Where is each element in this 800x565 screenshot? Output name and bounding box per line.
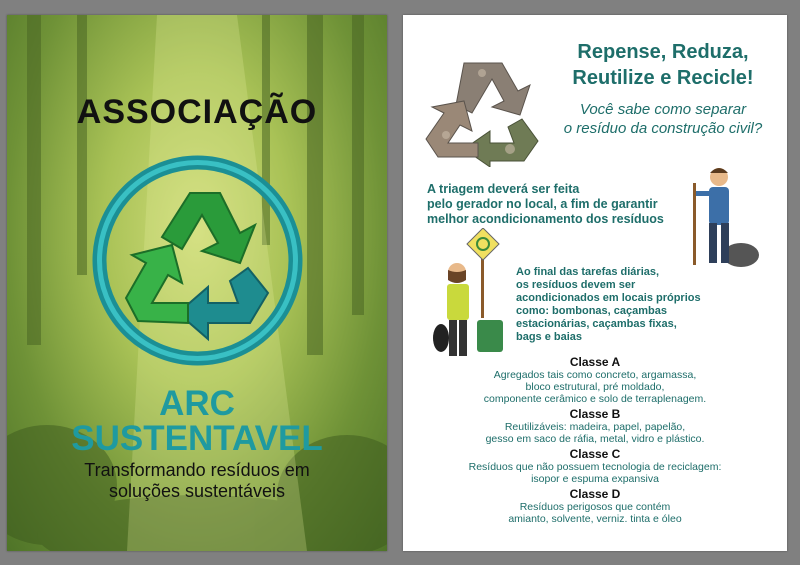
daily-storage-text	[516, 266, 706, 344]
triage-line1: A triagem deverá ser feita	[427, 182, 580, 196]
headline-line1: Repense, Reduza,	[577, 41, 749, 63]
tagline-line1: Transformando resíduos em	[84, 460, 310, 480]
worker-recycle-sign-icon	[433, 228, 525, 358]
class-b-title: Classe B	[569, 407, 621, 421]
class-d-line: Resíduos perigosos que contém	[519, 501, 671, 513]
cover-panel	[7, 15, 387, 551]
class-b	[403, 407, 787, 445]
class-a-line: componente cerâmico e solo de terraplenagem.	[483, 393, 707, 405]
waste-classes	[403, 353, 787, 525]
class-d-title: Classe D	[569, 487, 621, 501]
triage-line3: melhor acondicionamento dos resíduos	[427, 212, 664, 226]
daily-line: estacionárias, caçambas fixas,	[516, 318, 677, 330]
headline	[543, 39, 783, 91]
triage-text	[427, 182, 697, 227]
org-name-line2: SUSTENTAVEL	[71, 419, 323, 458]
question-line1: Você sabe como separar	[579, 101, 747, 118]
triage-line2: pelo gerador no local, a fim de garantir	[427, 197, 658, 211]
class-b-line: Reutilizáveis: madeira, papel, papelão,	[504, 421, 686, 433]
class-a-title: Classe A	[569, 355, 621, 369]
class-a-line: bloco estrutural, pré moldado,	[525, 381, 665, 393]
org-name-line1: ARC	[159, 384, 235, 423]
class-a-line: Agregados tais como concreto, argamassa,	[493, 369, 697, 381]
class-c-title: Classe C	[569, 447, 621, 461]
class-b-line: gesso em saco de ráfia, metal, vidro e plástico.	[485, 433, 705, 445]
daily-line: bags e baias	[516, 331, 583, 343]
headline-line2: Reutilize e Recicle!	[572, 67, 754, 89]
cover-title: ASSOCIAÇÃO	[76, 93, 318, 131]
worker-broom-icon	[681, 163, 763, 271]
class-d-line: amianto, solvente, verniz. tinta e óleo	[508, 513, 682, 525]
daily-line: acondicionados em locais próprios	[516, 292, 701, 304]
tagline	[7, 460, 387, 502]
question	[543, 100, 783, 138]
daily-line: Ao final das tarefas diárias,	[516, 266, 660, 278]
class-d	[403, 487, 787, 525]
recycle-waste-icon	[420, 57, 544, 167]
flyer-panel	[403, 15, 787, 551]
class-c-line: Resíduos que não possuem tecnologia de reciclagem:	[468, 461, 722, 473]
daily-line: como: bombonas, caçambas	[516, 305, 667, 317]
recycle-icon	[90, 153, 305, 368]
daily-line: os resíduos devem ser	[516, 279, 636, 291]
class-a	[403, 355, 787, 405]
class-c	[403, 447, 787, 485]
class-c-line: isopor e espuma expansiva	[531, 473, 659, 485]
tagline-line2: soluções sustentáveis	[108, 481, 286, 501]
question-line2: o resíduo da construção civil?	[563, 120, 763, 137]
